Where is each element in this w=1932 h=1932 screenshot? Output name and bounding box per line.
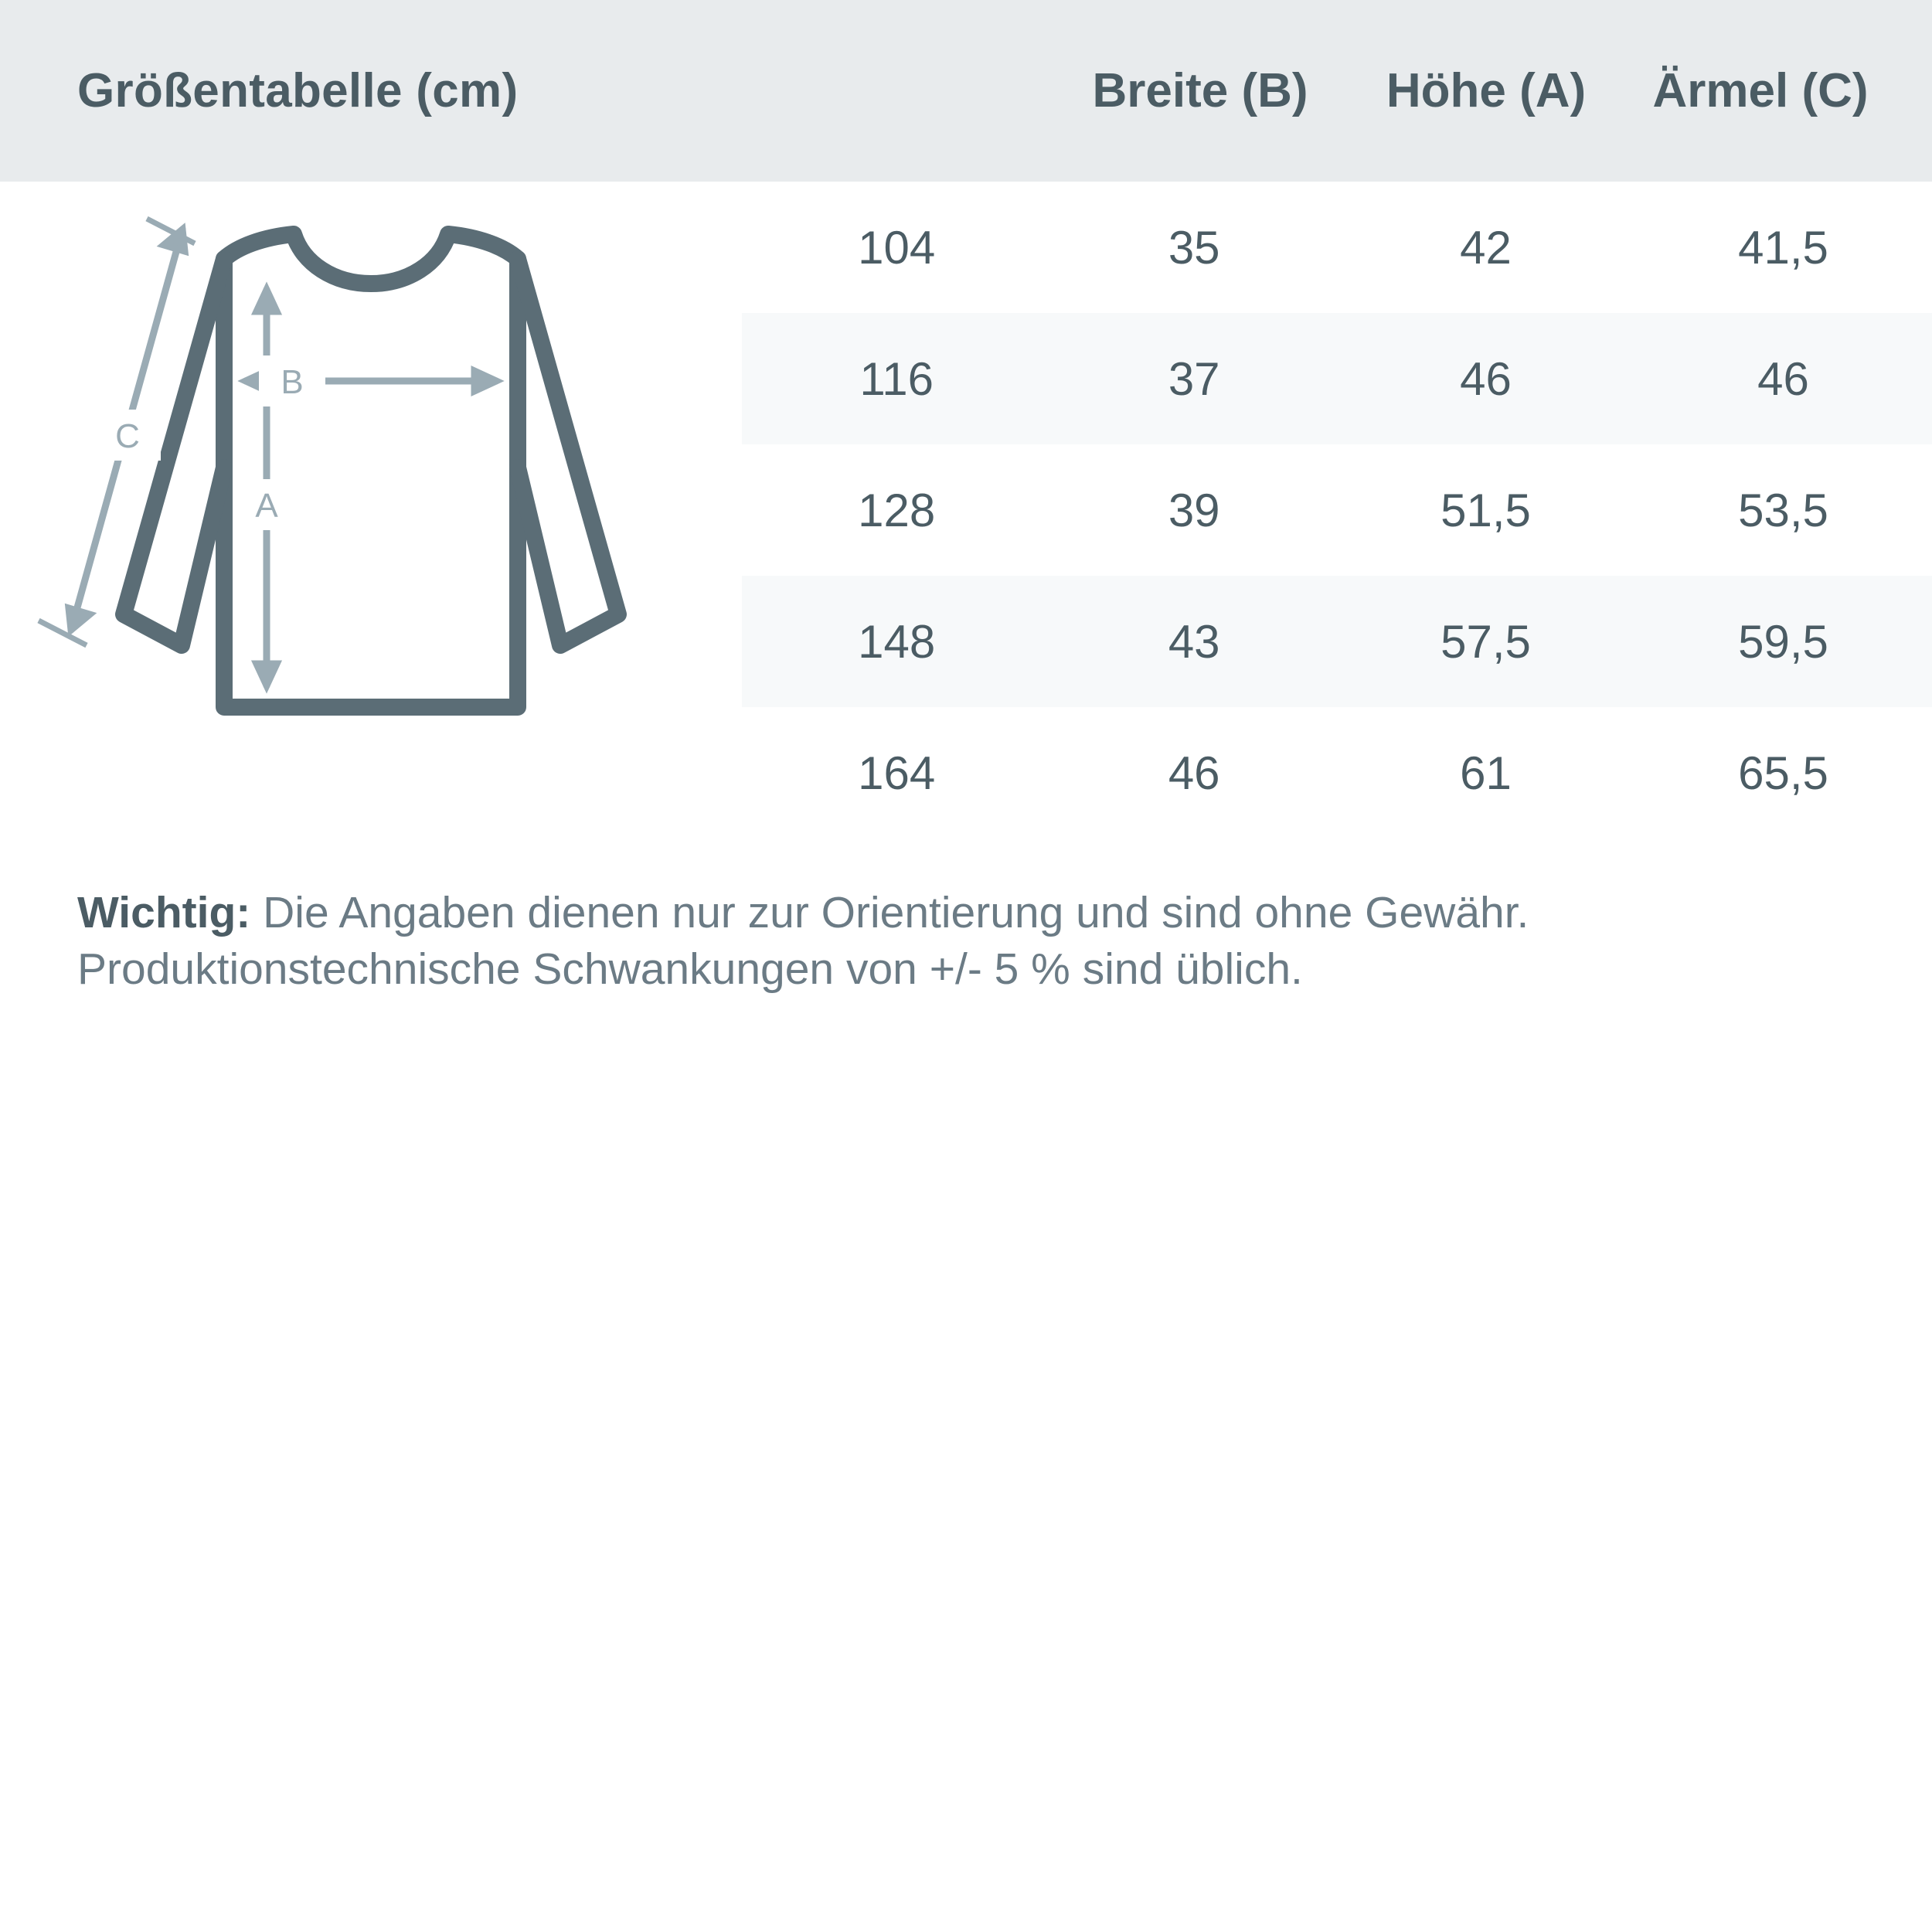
measurements-table <box>742 182 1932 838</box>
page-title: Größentabelle (cm) <box>77 64 519 117</box>
column-header-breite: Breite (B) <box>1092 64 1308 117</box>
disclaimer-line-1: Die Angaben dienen nur zur Orientierung und sind ohne Gewähr. <box>250 888 1529 937</box>
table-row <box>742 313 1932 444</box>
cell-hoehe: 51,5 <box>1440 484 1531 536</box>
cell-breite: 39 <box>1168 484 1220 536</box>
disclaimer-line-2: Produktionstechnische Schwankungen von +/- 5 % sind üblich. <box>77 944 1303 994</box>
diagram-label-a: A <box>255 487 278 525</box>
cell-size: 128 <box>858 484 936 536</box>
column-headers <box>1049 63 1932 118</box>
measurements-table-wrap <box>742 182 1932 838</box>
cell-aermel: 59,5 <box>1634 576 1932 707</box>
cell-hoehe: 46 <box>1337 313 1634 444</box>
table-row <box>742 182 1932 313</box>
column-header-aermel: Ärmel (C) <box>1652 64 1869 117</box>
diagram-label-c: C <box>115 417 140 455</box>
size-chart-header <box>0 0 1932 182</box>
cell-breite: 46 <box>1168 747 1220 799</box>
cell-aermel: 65,5 <box>1738 747 1828 799</box>
table-row <box>742 707 1932 838</box>
table-row <box>742 444 1932 576</box>
disclaimer-note <box>0 838 1932 998</box>
longsleeve-shirt-icon <box>124 234 618 707</box>
cell-hoehe: 57,5 <box>1337 576 1634 707</box>
cell-breite: 35 <box>1168 221 1220 274</box>
cell-size: 116 <box>742 313 1051 444</box>
size-chart-body <box>0 182 1932 838</box>
cell-hoehe: 42 <box>1460 221 1512 274</box>
cell-breite: 37 <box>1051 313 1337 444</box>
disclaimer-label: Wichtig: <box>77 888 251 937</box>
garment-diagram <box>0 182 742 753</box>
cell-hoehe: 61 <box>1460 747 1512 799</box>
table-row <box>742 576 1932 707</box>
cell-breite: 43 <box>1051 576 1337 707</box>
cell-size: 148 <box>742 576 1051 707</box>
diagram-label-b: B <box>281 363 304 401</box>
cell-aermel: 53,5 <box>1738 484 1828 536</box>
cell-size: 104 <box>858 221 936 274</box>
cell-aermel: 46 <box>1634 313 1932 444</box>
cell-aermel: 41,5 <box>1738 221 1828 274</box>
column-header-hoehe: Höhe (A) <box>1386 64 1587 117</box>
cell-size: 164 <box>858 747 936 799</box>
